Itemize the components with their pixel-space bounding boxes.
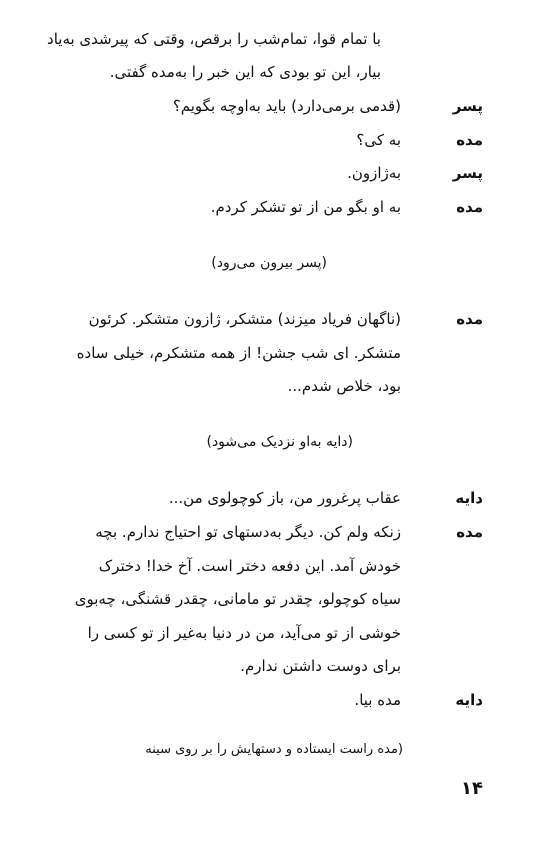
dialogue-line: خودش آمد. این دفعه دختر است. آخ خدا! دخترک	[98, 557, 401, 575]
dialogue-line: زنکه ولم کن. دیگر به‌دستهای تو احتیاج ندارم. بچه	[95, 523, 401, 541]
speaker-label: مده	[456, 131, 483, 149]
dialogue-line: (ناگهان فریاد میزند) متشکر، ژازون متشکر. کرئون	[88, 310, 401, 328]
stage-direction: (مده راست ایستاده و دستهایش را بر روی سینه	[145, 742, 403, 757]
speaker-label: مده	[456, 310, 483, 328]
dialogue-line: به کی؟	[356, 131, 401, 149]
dialogue-line: سیاه کوچولو، چقدر تو مامانی، چقدر قشنگی، چه‌بوی	[74, 590, 401, 608]
dialogue-line: خوشی از تو می‌آید، من در دنیا به‌غیر از تو کسی را	[87, 624, 401, 642]
dialogue-line: به‌ژازون.	[347, 164, 401, 182]
speaker-label: دایه	[455, 691, 483, 709]
dialogue-line: عقاب پرغرور من، باز کوچولوی من...	[168, 489, 401, 507]
stage-direction: (پسر بیرون می‌رود)	[211, 255, 327, 271]
page-number: ۱۴	[461, 778, 483, 799]
dialogue-line: بود، خلاص شدم...	[287, 377, 401, 395]
speaker-label: دایه	[455, 489, 483, 507]
stage-direction: (دایه به‌او نزدیک می‌شود)	[206, 434, 353, 450]
dialogue-line: (قدمی برمی‌دارد) باید به‌اوچه بگویم؟	[172, 97, 401, 115]
speaker-label: مده	[456, 523, 483, 541]
dialogue-line: به او بگو من از تو تشکر کردم.	[210, 198, 401, 216]
dialogue-line: متشکر. ای شب جشن! از همه متشکرم، خیلی ساده	[76, 344, 401, 362]
opening-line-2: بیار، این تو بودی که این خبر را به‌مده گفتی.	[109, 63, 381, 81]
dialogue-line: برای دوست داشتن ندارم.	[240, 657, 401, 675]
opening-line-1: با تمام قوا، تمام‌شب را برقص، وقتی که پیرشدی به‌یاد	[47, 30, 381, 48]
speaker-label: پسر	[452, 97, 483, 115]
speaker-label: پسر	[452, 164, 483, 182]
speaker-label: مده	[456, 198, 483, 216]
dialogue-line: مده بیا.	[354, 691, 401, 709]
